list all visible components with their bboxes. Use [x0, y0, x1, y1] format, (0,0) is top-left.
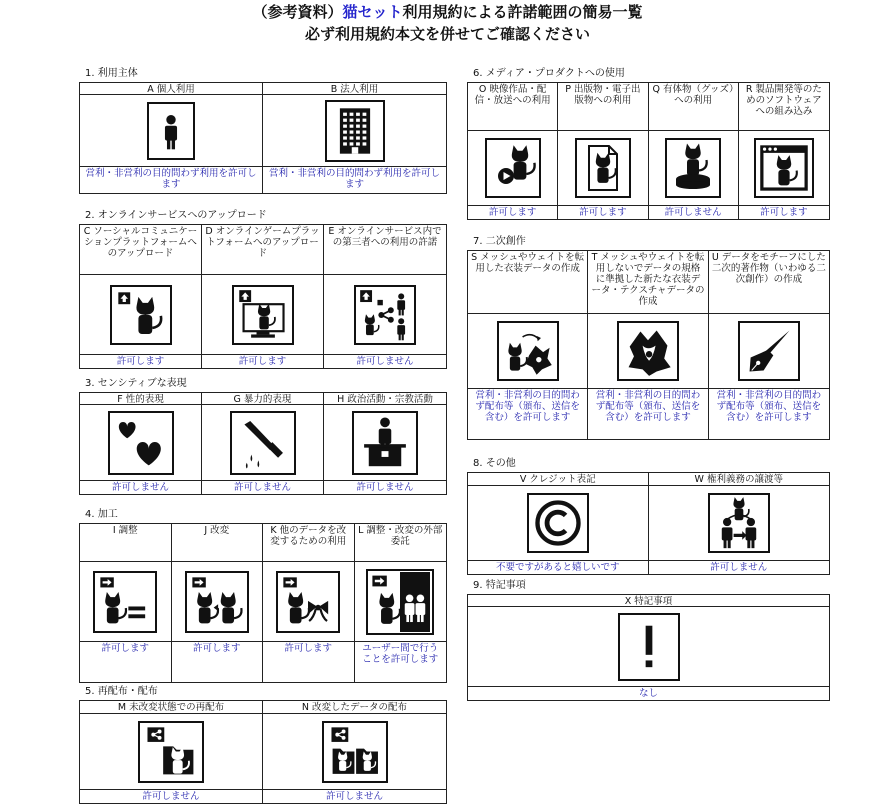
status-text: 許可します	[101, 643, 149, 654]
status-text: なし	[638, 688, 658, 699]
permission-table	[467, 472, 830, 575]
status-text: 許可します	[116, 356, 165, 367]
item-label: U データをモチーフにした二次的著作物（いわゆる二次創作）の作成	[709, 251, 829, 314]
status-text: 営利・非営利の目的問わず利用を許可します	[85, 168, 257, 190]
item-label: O 映像作品・配信・放送への利用	[468, 83, 557, 131]
item-label: L 調整・改変の外部委託	[355, 524, 447, 562]
status-text: 許可しません	[233, 482, 291, 493]
permission-cell-x	[468, 595, 829, 700]
icon-area	[468, 607, 829, 687]
transfer-rights-icon	[708, 493, 770, 553]
item-label: G 暴力的表現	[202, 393, 323, 405]
permission-table	[79, 392, 447, 495]
outsource-icon	[366, 569, 434, 635]
section-title: 2. オンラインサービスへのアップロード	[85, 210, 267, 221]
section-title: 6. メディア・プロダクトへの使用	[473, 68, 625, 79]
status-text: 許可しません	[325, 791, 383, 802]
permission-cell-w	[649, 473, 830, 574]
item-label: W 権利義務の譲渡等	[649, 473, 830, 486]
icon-area	[80, 95, 262, 167]
hearts-icon	[108, 411, 174, 475]
exclamation-icon	[618, 613, 680, 681]
building-icon	[325, 100, 385, 162]
person-icon	[147, 102, 195, 160]
status-text: 許可しません	[111, 482, 169, 493]
permission-cell-q	[649, 83, 739, 219]
item-label: A 個人利用	[80, 83, 262, 95]
permission-cell-u	[709, 251, 829, 439]
item-label: S メッシュやウェイトを転用した衣装データの作成	[468, 251, 587, 314]
status-text: 許可しません	[356, 356, 414, 367]
permission-cell-m	[80, 701, 263, 803]
icon-area	[80, 275, 201, 355]
icon-area	[739, 131, 829, 206]
icon-area	[324, 275, 446, 355]
status-text: 営利・非営利の目的問わず配布等（頒布、送信を含む）を許可します	[716, 390, 822, 423]
permission-table	[79, 82, 447, 194]
status-text: 許可します	[238, 356, 287, 367]
permission-table	[467, 250, 830, 440]
item-label: B 法人利用	[263, 83, 446, 95]
permission-cell-j	[172, 524, 264, 682]
item-label: K 他のデータを改変するための利用	[263, 524, 354, 562]
permission-cell-g	[202, 393, 324, 494]
cat-to-costume-icon	[497, 321, 559, 381]
figure-cat-icon	[665, 138, 721, 198]
permission-cell-f	[80, 393, 202, 494]
section-title: 9. 特記事項	[473, 580, 526, 591]
item-label: V クレジット表記	[468, 473, 648, 486]
bow-data-icon	[276, 571, 340, 633]
page-title	[0, 2, 895, 22]
software-window-icon	[754, 138, 814, 198]
section-title: 5. 再配布・配布	[85, 686, 158, 697]
permission-table	[467, 594, 830, 701]
permission-cell-d	[202, 225, 324, 368]
permission-cell-r	[739, 83, 829, 219]
permission-cell-p	[558, 83, 648, 219]
modify-cats-icon	[185, 571, 249, 633]
item-label: M 未改変状態での再配布	[80, 701, 262, 714]
copyright-icon	[527, 493, 589, 553]
status-text: 許可しません	[356, 482, 414, 493]
icon-area	[202, 275, 323, 355]
icon-area	[172, 562, 263, 642]
icon-area	[558, 131, 647, 206]
icon-area	[263, 562, 354, 642]
permission-cell-o	[468, 83, 558, 219]
item-label: P 出版物・電子出版物への利用	[558, 83, 647, 131]
icon-area	[709, 314, 829, 389]
permission-table	[79, 700, 447, 804]
status-text: 許可します	[488, 207, 537, 218]
icon-area	[263, 714, 446, 790]
icon-area	[324, 405, 446, 481]
status-text: 許可します	[284, 643, 332, 654]
title-highlight: 猫セット	[342, 3, 403, 21]
page-subtitle: 必ず利用規約本文を併せてご確認ください	[304, 25, 590, 43]
permission-table	[79, 224, 447, 369]
title-prefix: （参考資料）	[252, 3, 343, 21]
icon-area	[80, 562, 171, 642]
permission-cell-i	[80, 524, 172, 682]
icon-area	[468, 486, 648, 561]
item-label: C ソーシャルコミュニケーションプラットフォームへのアップロード	[80, 225, 201, 275]
permission-cell-t	[588, 251, 708, 439]
adjust-equal-icon	[93, 571, 157, 633]
icon-area	[202, 405, 323, 481]
permission-cell-c	[80, 225, 202, 368]
item-label: J 改変	[172, 524, 263, 562]
permission-cell-s	[468, 251, 588, 439]
podium-speaker-icon	[352, 411, 418, 475]
document-cat-icon	[575, 138, 631, 198]
icon-area	[468, 314, 587, 389]
section-title: 4. 加工	[85, 509, 118, 520]
icon-area	[588, 314, 707, 389]
item-label: N 改変したデータの配布	[263, 701, 446, 714]
icon-area	[355, 562, 447, 642]
item-label: E オンラインサービス内での第三者への利用の許諾	[324, 225, 446, 275]
pen-nib-icon	[738, 321, 800, 381]
section-title: 7. 二次創作	[473, 236, 526, 247]
permission-cell-l	[355, 524, 447, 682]
status-text: 許可しません	[710, 562, 768, 573]
permission-cell-v	[468, 473, 649, 574]
section-title: 8. その他	[473, 458, 516, 469]
permission-table	[79, 523, 447, 683]
status-text: 不要ですがあると嬉しいです	[495, 562, 620, 573]
permission-cell-n	[263, 701, 446, 803]
icon-area	[80, 405, 201, 481]
status-text: 許可します	[192, 643, 241, 654]
status-text: 許可します	[579, 207, 627, 218]
upload-cat-icon	[110, 285, 172, 345]
share-users-icon	[354, 285, 416, 345]
permission-cell-k	[263, 524, 355, 682]
item-label: X 特記事項	[468, 595, 829, 607]
knife-icon	[230, 411, 296, 475]
title-rest: 利用規約による許諾範囲の簡易一覧	[402, 3, 643, 21]
status-text: 営利・非営利の目的問わず利用を許可します	[268, 168, 440, 190]
icon-area	[80, 714, 262, 790]
item-label: Q 有体物（グッズ）への利用	[649, 83, 738, 131]
item-label: R 製品開発等のためのソフトウェアへの組み込み	[739, 83, 829, 131]
costume-icon	[617, 321, 679, 381]
share-folder-cat-icon	[138, 721, 204, 783]
status-text: ユーザー間で行うことを許可します	[362, 643, 439, 665]
permission-table	[467, 82, 830, 220]
icon-area	[468, 131, 557, 206]
item-label: H 政治活動・宗教活動	[324, 393, 446, 405]
upload-monitor-cat-icon	[232, 285, 294, 345]
share-modified-icon	[322, 721, 388, 783]
video-cat-icon	[485, 138, 541, 198]
item-label: F 性的表現	[80, 393, 201, 405]
permission-cell-b	[263, 83, 446, 193]
section-title: 1. 利用主体	[85, 68, 138, 79]
status-text: 営利・非営利の目的問わず配布等（頒布、送信を含む）を許可します	[475, 390, 580, 423]
icon-area	[263, 95, 446, 167]
status-text: 営利・非営利の目的問わず配布等（頒布、送信を含む）を許可します	[595, 390, 701, 423]
permission-cell-e	[324, 225, 446, 368]
item-label: T メッシュやウェイトを転用しないでデータの規格に準拠した新たな衣装データ・テクスチャデータの作成	[588, 251, 707, 314]
permission-cell-a	[80, 83, 263, 193]
status-text: 許可します	[760, 207, 808, 218]
icon-area	[649, 131, 738, 206]
status-text: 許可しません	[664, 207, 722, 218]
section-title: 3. センシティブな表現	[85, 378, 187, 389]
status-text: 許可しません	[142, 791, 200, 802]
item-label: I 調整	[80, 524, 171, 562]
item-label: D オンラインゲームプラットフォームへのアップロード	[202, 225, 323, 275]
permission-cell-h	[324, 393, 446, 494]
icon-area	[649, 486, 830, 561]
